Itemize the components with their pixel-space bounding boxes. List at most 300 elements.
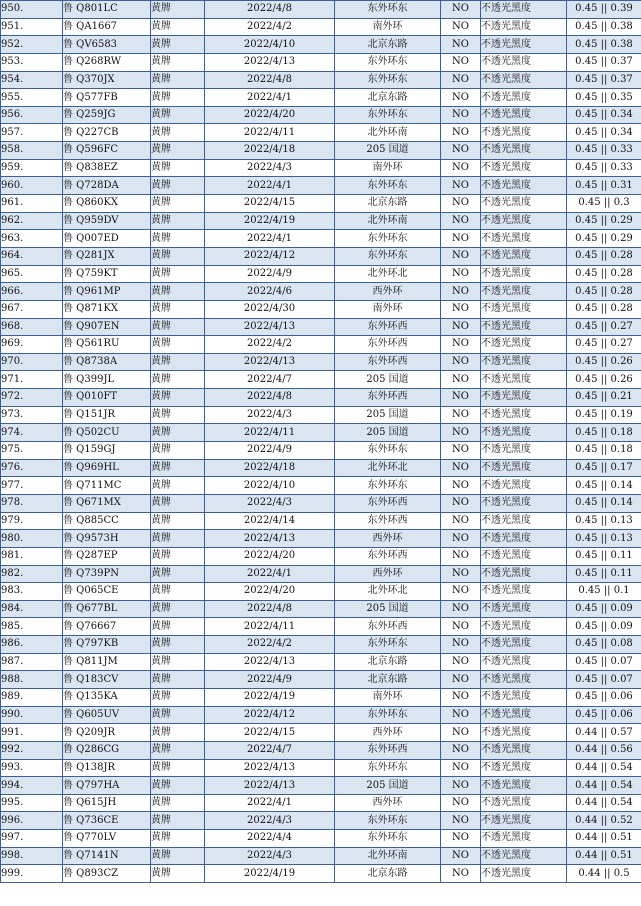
reading-values-cell: 0.45 || 0.18 bbox=[567, 442, 641, 460]
location-cell: 205 国道 bbox=[335, 406, 441, 424]
location-cell: 北京东路 bbox=[335, 671, 441, 689]
plate-number-cell: 鲁 Q838EZ bbox=[63, 159, 151, 177]
result-flag-cell: NO bbox=[441, 1, 481, 19]
plate-number-cell: 鲁 Q770LV bbox=[63, 830, 151, 848]
reading-values-cell: 0.45 || 0.08 bbox=[567, 636, 641, 654]
result-flag-cell: NO bbox=[441, 283, 481, 301]
location-cell: 东外环西 bbox=[335, 336, 441, 354]
plate-number-cell: 鲁 Q961MP bbox=[63, 283, 151, 301]
plate-color-cell: 黄牌 bbox=[151, 247, 205, 265]
location-cell: 南外环 bbox=[335, 18, 441, 36]
table-row bbox=[1, 177, 641, 195]
table-row bbox=[1, 636, 641, 654]
result-flag-cell: NO bbox=[441, 600, 481, 618]
row-index-cell: 954. bbox=[1, 71, 63, 89]
table-row bbox=[1, 195, 641, 213]
result-flag-cell: NO bbox=[441, 847, 481, 865]
test-type-cell: 不透光黑度 bbox=[481, 177, 567, 195]
inspection-date-cell: 2022/4/13 bbox=[205, 353, 335, 371]
location-cell: 东外环西 bbox=[335, 318, 441, 336]
table-row bbox=[1, 442, 641, 460]
row-index-cell: 999. bbox=[1, 865, 63, 883]
location-cell: 东外环东 bbox=[335, 477, 441, 495]
inspection-date-cell: 2022/4/12 bbox=[205, 247, 335, 265]
location-cell: 东外环东 bbox=[335, 106, 441, 124]
plate-number-cell: 鲁 Q151JR bbox=[63, 406, 151, 424]
plate-color-cell: 黄牌 bbox=[151, 336, 205, 354]
plate-color-cell: 黄牌 bbox=[151, 777, 205, 795]
row-index-cell: 994. bbox=[1, 777, 63, 795]
table-row bbox=[1, 741, 641, 759]
result-flag-cell: NO bbox=[441, 547, 481, 565]
inspection-date-cell: 2022/4/10 bbox=[205, 36, 335, 54]
reading-values-cell: 0.45 || 0.27 bbox=[567, 336, 641, 354]
plate-color-cell: 黄牌 bbox=[151, 759, 205, 777]
location-cell: 北京东路 bbox=[335, 653, 441, 671]
plate-color-cell: 黄牌 bbox=[151, 265, 205, 283]
test-type-cell: 不透光黑度 bbox=[481, 18, 567, 36]
result-flag-cell: NO bbox=[441, 177, 481, 195]
reading-values-cell: 0.45 || 0.09 bbox=[567, 618, 641, 636]
row-index-cell: 990. bbox=[1, 706, 63, 724]
result-flag-cell: NO bbox=[441, 830, 481, 848]
reading-values-cell: 0.44 || 0.57 bbox=[567, 724, 641, 742]
inspection-date-cell: 2022/4/15 bbox=[205, 724, 335, 742]
plate-color-cell: 黄牌 bbox=[151, 600, 205, 618]
location-cell: 东外环西 bbox=[335, 494, 441, 512]
plate-number-cell: 鲁 Q268RW bbox=[63, 53, 151, 71]
inspection-date-cell: 2022/4/11 bbox=[205, 618, 335, 636]
test-type-cell: 不透光黑度 bbox=[481, 459, 567, 477]
test-type-cell: 不透光黑度 bbox=[481, 530, 567, 548]
table-row bbox=[1, 124, 641, 142]
inspection-date-cell: 2022/4/20 bbox=[205, 106, 335, 124]
plate-color-cell: 黄牌 bbox=[151, 671, 205, 689]
result-flag-cell: NO bbox=[441, 142, 481, 160]
table-row bbox=[1, 142, 641, 160]
plate-number-cell: 鲁 Q76667 bbox=[63, 618, 151, 636]
plate-color-cell: 黄牌 bbox=[151, 741, 205, 759]
row-index-cell: 985. bbox=[1, 618, 63, 636]
plate-color-cell: 黄牌 bbox=[151, 424, 205, 442]
plate-color-cell: 黄牌 bbox=[151, 195, 205, 213]
row-index-cell: 996. bbox=[1, 812, 63, 830]
result-flag-cell: NO bbox=[441, 794, 481, 812]
result-flag-cell: NO bbox=[441, 318, 481, 336]
plate-color-cell: 黄牌 bbox=[151, 53, 205, 71]
test-type-cell: 不透光黑度 bbox=[481, 212, 567, 230]
result-flag-cell: NO bbox=[441, 671, 481, 689]
table-row bbox=[1, 283, 641, 301]
reading-values-cell: 0.44 || 0.54 bbox=[567, 759, 641, 777]
plate-number-cell: 鲁 Q370JX bbox=[63, 71, 151, 89]
reading-values-cell: 0.45 || 0.37 bbox=[567, 71, 641, 89]
table-row bbox=[1, 618, 641, 636]
table-row bbox=[1, 371, 641, 389]
row-index-cell: 959. bbox=[1, 159, 63, 177]
plate-color-cell: 黄牌 bbox=[151, 512, 205, 530]
location-cell: 东外环西 bbox=[335, 512, 441, 530]
plate-number-cell: 鲁 Q677BL bbox=[63, 600, 151, 618]
row-index-cell: 973. bbox=[1, 406, 63, 424]
test-type-cell: 不透光黑度 bbox=[481, 706, 567, 724]
plate-number-cell: 鲁 Q287EP bbox=[63, 547, 151, 565]
plate-color-cell: 黄牌 bbox=[151, 459, 205, 477]
test-type-cell: 不透光黑度 bbox=[481, 283, 567, 301]
result-flag-cell: NO bbox=[441, 512, 481, 530]
table-row bbox=[1, 389, 641, 407]
test-type-cell: 不透光黑度 bbox=[481, 512, 567, 530]
plate-number-cell: 鲁 Q9573H bbox=[63, 530, 151, 548]
row-index-cell: 951. bbox=[1, 18, 63, 36]
test-type-cell: 不透光黑度 bbox=[481, 36, 567, 54]
plate-number-cell: 鲁 Q286CG bbox=[63, 741, 151, 759]
test-type-cell: 不透光黑度 bbox=[481, 636, 567, 654]
result-flag-cell: NO bbox=[441, 530, 481, 548]
plate-color-cell: 黄牌 bbox=[151, 212, 205, 230]
result-flag-cell: NO bbox=[441, 759, 481, 777]
test-type-cell: 不透光黑度 bbox=[481, 142, 567, 160]
reading-values-cell: 0.45 || 0.19 bbox=[567, 406, 641, 424]
test-type-cell: 不透光黑度 bbox=[481, 124, 567, 142]
inspection-date-cell: 2022/4/12 bbox=[205, 706, 335, 724]
plate-number-cell: 鲁 Q159GJ bbox=[63, 442, 151, 460]
location-cell: 北外环南 bbox=[335, 847, 441, 865]
inspection-date-cell: 2022/4/15 bbox=[205, 195, 335, 213]
result-flag-cell: NO bbox=[441, 618, 481, 636]
test-type-cell: 不透光黑度 bbox=[481, 89, 567, 107]
row-index-cell: 983. bbox=[1, 583, 63, 601]
plate-number-cell: 鲁 Q811JM bbox=[63, 653, 151, 671]
row-index-cell: 974. bbox=[1, 424, 63, 442]
plate-number-cell: 鲁 Q135KA bbox=[63, 688, 151, 706]
inspection-date-cell: 2022/4/3 bbox=[205, 812, 335, 830]
inspection-date-cell: 2022/4/18 bbox=[205, 459, 335, 477]
plate-color-cell: 黄牌 bbox=[151, 142, 205, 160]
table-row bbox=[1, 512, 641, 530]
plate-number-cell: 鲁 Q797KB bbox=[63, 636, 151, 654]
reading-values-cell: 0.45 || 0.3 bbox=[567, 195, 641, 213]
row-index-cell: 957. bbox=[1, 124, 63, 142]
row-index-cell: 991. bbox=[1, 724, 63, 742]
inspection-date-cell: 2022/4/2 bbox=[205, 636, 335, 654]
test-type-cell: 不透光黑度 bbox=[481, 195, 567, 213]
plate-color-cell: 黄牌 bbox=[151, 159, 205, 177]
location-cell: 205 国道 bbox=[335, 777, 441, 795]
plate-number-cell: 鲁 Q893CZ bbox=[63, 865, 151, 883]
row-index-cell: 993. bbox=[1, 759, 63, 777]
table-row bbox=[1, 494, 641, 512]
inspection-date-cell: 2022/4/9 bbox=[205, 265, 335, 283]
result-flag-cell: NO bbox=[441, 89, 481, 107]
reading-values-cell: 0.45 || 0.11 bbox=[567, 547, 641, 565]
reading-values-cell: 0.45 || 0.14 bbox=[567, 494, 641, 512]
inspection-date-cell: 2022/4/20 bbox=[205, 547, 335, 565]
inspection-date-cell: 2022/4/30 bbox=[205, 300, 335, 318]
reading-values-cell: 0.45 || 0.34 bbox=[567, 106, 641, 124]
location-cell: 北外环北 bbox=[335, 583, 441, 601]
reading-values-cell: 0.45 || 0.06 bbox=[567, 688, 641, 706]
plate-number-cell: 鲁 QA1667 bbox=[63, 18, 151, 36]
reading-values-cell: 0.45 || 0.33 bbox=[567, 159, 641, 177]
test-type-cell: 不透光黑度 bbox=[481, 371, 567, 389]
row-index-cell: 980. bbox=[1, 530, 63, 548]
result-flag-cell: NO bbox=[441, 18, 481, 36]
plate-color-cell: 黄牌 bbox=[151, 406, 205, 424]
location-cell: 北京东路 bbox=[335, 89, 441, 107]
reading-values-cell: 0.45 || 0.13 bbox=[567, 512, 641, 530]
table-row bbox=[1, 812, 641, 830]
plate-color-cell: 黄牌 bbox=[151, 706, 205, 724]
inspection-date-cell: 2022/4/8 bbox=[205, 389, 335, 407]
reading-values-cell: 0.45 || 0.26 bbox=[567, 371, 641, 389]
reading-values-cell: 0.44 || 0.51 bbox=[567, 847, 641, 865]
reading-values-cell: 0.45 || 0.11 bbox=[567, 565, 641, 583]
location-cell: 东外环东 bbox=[335, 442, 441, 460]
location-cell: 西外环 bbox=[335, 724, 441, 742]
inspection-date-cell: 2022/4/9 bbox=[205, 442, 335, 460]
row-index-cell: 979. bbox=[1, 512, 63, 530]
row-index-cell: 965. bbox=[1, 265, 63, 283]
test-type-cell: 不透光黑度 bbox=[481, 865, 567, 883]
row-index-cell: 970. bbox=[1, 353, 63, 371]
table-row bbox=[1, 530, 641, 548]
inspection-date-cell: 2022/4/2 bbox=[205, 336, 335, 354]
plate-number-cell: 鲁 Q907EN bbox=[63, 318, 151, 336]
test-type-cell: 不透光黑度 bbox=[481, 847, 567, 865]
location-cell: 东外环西 bbox=[335, 547, 441, 565]
plate-color-cell: 黄牌 bbox=[151, 300, 205, 318]
plate-number-cell: 鲁 Q010FT bbox=[63, 389, 151, 407]
table-row bbox=[1, 265, 641, 283]
table-row bbox=[1, 424, 641, 442]
location-cell: 北外环南 bbox=[335, 212, 441, 230]
plate-number-cell: 鲁 Q502CU bbox=[63, 424, 151, 442]
reading-values-cell: 0.45 || 0.38 bbox=[567, 18, 641, 36]
plate-number-cell: 鲁 Q561RU bbox=[63, 336, 151, 354]
table-row bbox=[1, 547, 641, 565]
inspection-date-cell: 2022/4/13 bbox=[205, 530, 335, 548]
result-flag-cell: NO bbox=[441, 459, 481, 477]
reading-values-cell: 0.45 || 0.13 bbox=[567, 530, 641, 548]
test-type-cell: 不透光黑度 bbox=[481, 71, 567, 89]
result-flag-cell: NO bbox=[441, 688, 481, 706]
plate-number-cell: 鲁 Q183CV bbox=[63, 671, 151, 689]
row-index-cell: 968. bbox=[1, 318, 63, 336]
location-cell: 西外环 bbox=[335, 530, 441, 548]
row-index-cell: 952. bbox=[1, 36, 63, 54]
table-row bbox=[1, 777, 641, 795]
row-index-cell: 960. bbox=[1, 177, 63, 195]
row-index-cell: 976. bbox=[1, 459, 63, 477]
plate-number-cell: 鲁 Q138JR bbox=[63, 759, 151, 777]
result-flag-cell: NO bbox=[441, 706, 481, 724]
table-row bbox=[1, 830, 641, 848]
location-cell: 西外环 bbox=[335, 565, 441, 583]
result-flag-cell: NO bbox=[441, 494, 481, 512]
plate-color-cell: 黄牌 bbox=[151, 583, 205, 601]
reading-values-cell: 0.45 || 0.17 bbox=[567, 459, 641, 477]
reading-values-cell: 0.45 || 0.29 bbox=[567, 212, 641, 230]
plate-number-cell: 鲁 Q577FB bbox=[63, 89, 151, 107]
reading-values-cell: 0.45 || 0.35 bbox=[567, 89, 641, 107]
plate-number-cell: 鲁 Q969HL bbox=[63, 459, 151, 477]
plate-number-cell: 鲁 Q871KX bbox=[63, 300, 151, 318]
plate-color-cell: 黄牌 bbox=[151, 106, 205, 124]
location-cell: 北外环南 bbox=[335, 124, 441, 142]
test-type-cell: 不透光黑度 bbox=[481, 318, 567, 336]
row-index-cell: 962. bbox=[1, 212, 63, 230]
plate-color-cell: 黄牌 bbox=[151, 283, 205, 301]
inspection-date-cell: 2022/4/9 bbox=[205, 671, 335, 689]
plate-number-cell: 鲁 Q281JX bbox=[63, 247, 151, 265]
inspection-date-cell: 2022/4/3 bbox=[205, 847, 335, 865]
plate-number-cell: 鲁 Q596FC bbox=[63, 142, 151, 160]
location-cell: 东外环西 bbox=[335, 389, 441, 407]
plate-number-cell: 鲁 Q759KT bbox=[63, 265, 151, 283]
result-flag-cell: NO bbox=[441, 247, 481, 265]
location-cell: 南外环 bbox=[335, 688, 441, 706]
table-row bbox=[1, 159, 641, 177]
result-flag-cell: NO bbox=[441, 565, 481, 583]
result-flag-cell: NO bbox=[441, 71, 481, 89]
reading-values-cell: 0.45 || 0.31 bbox=[567, 177, 641, 195]
location-cell: 北外环北 bbox=[335, 265, 441, 283]
location-cell: 205 国道 bbox=[335, 600, 441, 618]
plate-number-cell: 鲁 Q259JG bbox=[63, 106, 151, 124]
result-flag-cell: NO bbox=[441, 442, 481, 460]
plate-color-cell: 黄牌 bbox=[151, 389, 205, 407]
plate-color-cell: 黄牌 bbox=[151, 477, 205, 495]
result-flag-cell: NO bbox=[441, 812, 481, 830]
plate-color-cell: 黄牌 bbox=[151, 618, 205, 636]
location-cell: 东外环东 bbox=[335, 1, 441, 19]
reading-values-cell: 0.44 || 0.56 bbox=[567, 741, 641, 759]
plate-color-cell: 黄牌 bbox=[151, 794, 205, 812]
test-type-cell: 不透光黑度 bbox=[481, 812, 567, 830]
reading-values-cell: 0.45 || 0.1 bbox=[567, 583, 641, 601]
plate-color-cell: 黄牌 bbox=[151, 530, 205, 548]
test-type-cell: 不透光黑度 bbox=[481, 759, 567, 777]
reading-values-cell: 0.45 || 0.07 bbox=[567, 671, 641, 689]
inspection-date-cell: 2022/4/7 bbox=[205, 741, 335, 759]
result-flag-cell: NO bbox=[441, 389, 481, 407]
inspection-date-cell: 2022/4/7 bbox=[205, 371, 335, 389]
test-type-cell: 不透光黑度 bbox=[481, 618, 567, 636]
test-type-cell: 不透光黑度 bbox=[481, 583, 567, 601]
plate-color-cell: 黄牌 bbox=[151, 318, 205, 336]
location-cell: 南外环 bbox=[335, 300, 441, 318]
inspection-date-cell: 2022/4/13 bbox=[205, 653, 335, 671]
plate-number-cell: 鲁 Q860KX bbox=[63, 195, 151, 213]
plate-color-cell: 黄牌 bbox=[151, 371, 205, 389]
result-flag-cell: NO bbox=[441, 106, 481, 124]
result-flag-cell: NO bbox=[441, 636, 481, 654]
row-index-cell: 988. bbox=[1, 671, 63, 689]
row-index-cell: 986. bbox=[1, 636, 63, 654]
plate-number-cell: 鲁 Q227CB bbox=[63, 124, 151, 142]
location-cell: 205 国道 bbox=[335, 371, 441, 389]
plate-number-cell: 鲁 Q399JL bbox=[63, 371, 151, 389]
plate-number-cell: 鲁 Q711MC bbox=[63, 477, 151, 495]
plate-number-cell: 鲁 Q7141N bbox=[63, 847, 151, 865]
location-cell: 北外环北 bbox=[335, 459, 441, 477]
plate-color-cell: 黄牌 bbox=[151, 442, 205, 460]
plate-color-cell: 黄牌 bbox=[151, 124, 205, 142]
plate-color-cell: 黄牌 bbox=[151, 89, 205, 107]
row-index-cell: 998. bbox=[1, 847, 63, 865]
location-cell: 西外环 bbox=[335, 283, 441, 301]
reading-values-cell: 0.45 || 0.28 bbox=[567, 265, 641, 283]
table-row bbox=[1, 230, 641, 248]
row-index-cell: 995. bbox=[1, 794, 63, 812]
row-index-cell: 963. bbox=[1, 230, 63, 248]
reading-values-cell: 0.44 || 0.54 bbox=[567, 777, 641, 795]
inspection-date-cell: 2022/4/1 bbox=[205, 177, 335, 195]
table-row bbox=[1, 565, 641, 583]
table-row bbox=[1, 106, 641, 124]
test-type-cell: 不透光黑度 bbox=[481, 159, 567, 177]
test-type-cell: 不透光黑度 bbox=[481, 794, 567, 812]
test-type-cell: 不透光黑度 bbox=[481, 442, 567, 460]
test-type-cell: 不透光黑度 bbox=[481, 830, 567, 848]
location-cell: 北京东路 bbox=[335, 195, 441, 213]
row-index-cell: 997. bbox=[1, 830, 63, 848]
table-row bbox=[1, 794, 641, 812]
test-type-cell: 不透光黑度 bbox=[481, 547, 567, 565]
table-row bbox=[1, 247, 641, 265]
plate-color-cell: 黄牌 bbox=[151, 494, 205, 512]
result-flag-cell: NO bbox=[441, 336, 481, 354]
reading-values-cell: 0.45 || 0.09 bbox=[567, 600, 641, 618]
plate-number-cell: 鲁 Q615JH bbox=[63, 794, 151, 812]
row-index-cell: 956. bbox=[1, 106, 63, 124]
plate-number-cell: 鲁 Q671MX bbox=[63, 494, 151, 512]
test-type-cell: 不透光黑度 bbox=[481, 671, 567, 689]
test-type-cell: 不透光黑度 bbox=[481, 265, 567, 283]
plate-color-cell: 黄牌 bbox=[151, 865, 205, 883]
row-index-cell: 982. bbox=[1, 565, 63, 583]
inspection-date-cell: 2022/4/3 bbox=[205, 406, 335, 424]
plate-color-cell: 黄牌 bbox=[151, 565, 205, 583]
test-type-cell: 不透光黑度 bbox=[481, 477, 567, 495]
location-cell: 205 国道 bbox=[335, 142, 441, 160]
reading-values-cell: 0.45 || 0.27 bbox=[567, 318, 641, 336]
location-cell: 东外环东 bbox=[335, 71, 441, 89]
reading-values-cell: 0.45 || 0.39 bbox=[567, 1, 641, 19]
row-index-cell: 967. bbox=[1, 300, 63, 318]
result-flag-cell: NO bbox=[441, 371, 481, 389]
row-index-cell: 971. bbox=[1, 371, 63, 389]
inspection-date-cell: 2022/4/3 bbox=[205, 494, 335, 512]
plate-color-cell: 黄牌 bbox=[151, 36, 205, 54]
test-type-cell: 不透光黑度 bbox=[481, 389, 567, 407]
location-cell: 205 国道 bbox=[335, 424, 441, 442]
row-index-cell: 984. bbox=[1, 600, 63, 618]
reading-values-cell: 0.44 || 0.52 bbox=[567, 812, 641, 830]
plate-color-cell: 黄牌 bbox=[151, 724, 205, 742]
result-flag-cell: NO bbox=[441, 124, 481, 142]
row-index-cell: 964. bbox=[1, 247, 63, 265]
inspection-date-cell: 2022/4/13 bbox=[205, 759, 335, 777]
test-type-cell: 不透光黑度 bbox=[481, 336, 567, 354]
result-flag-cell: NO bbox=[441, 424, 481, 442]
table-row bbox=[1, 336, 641, 354]
row-index-cell: 981. bbox=[1, 547, 63, 565]
table-row bbox=[1, 847, 641, 865]
table-row bbox=[1, 459, 641, 477]
inspection-date-cell: 2022/4/8 bbox=[205, 71, 335, 89]
